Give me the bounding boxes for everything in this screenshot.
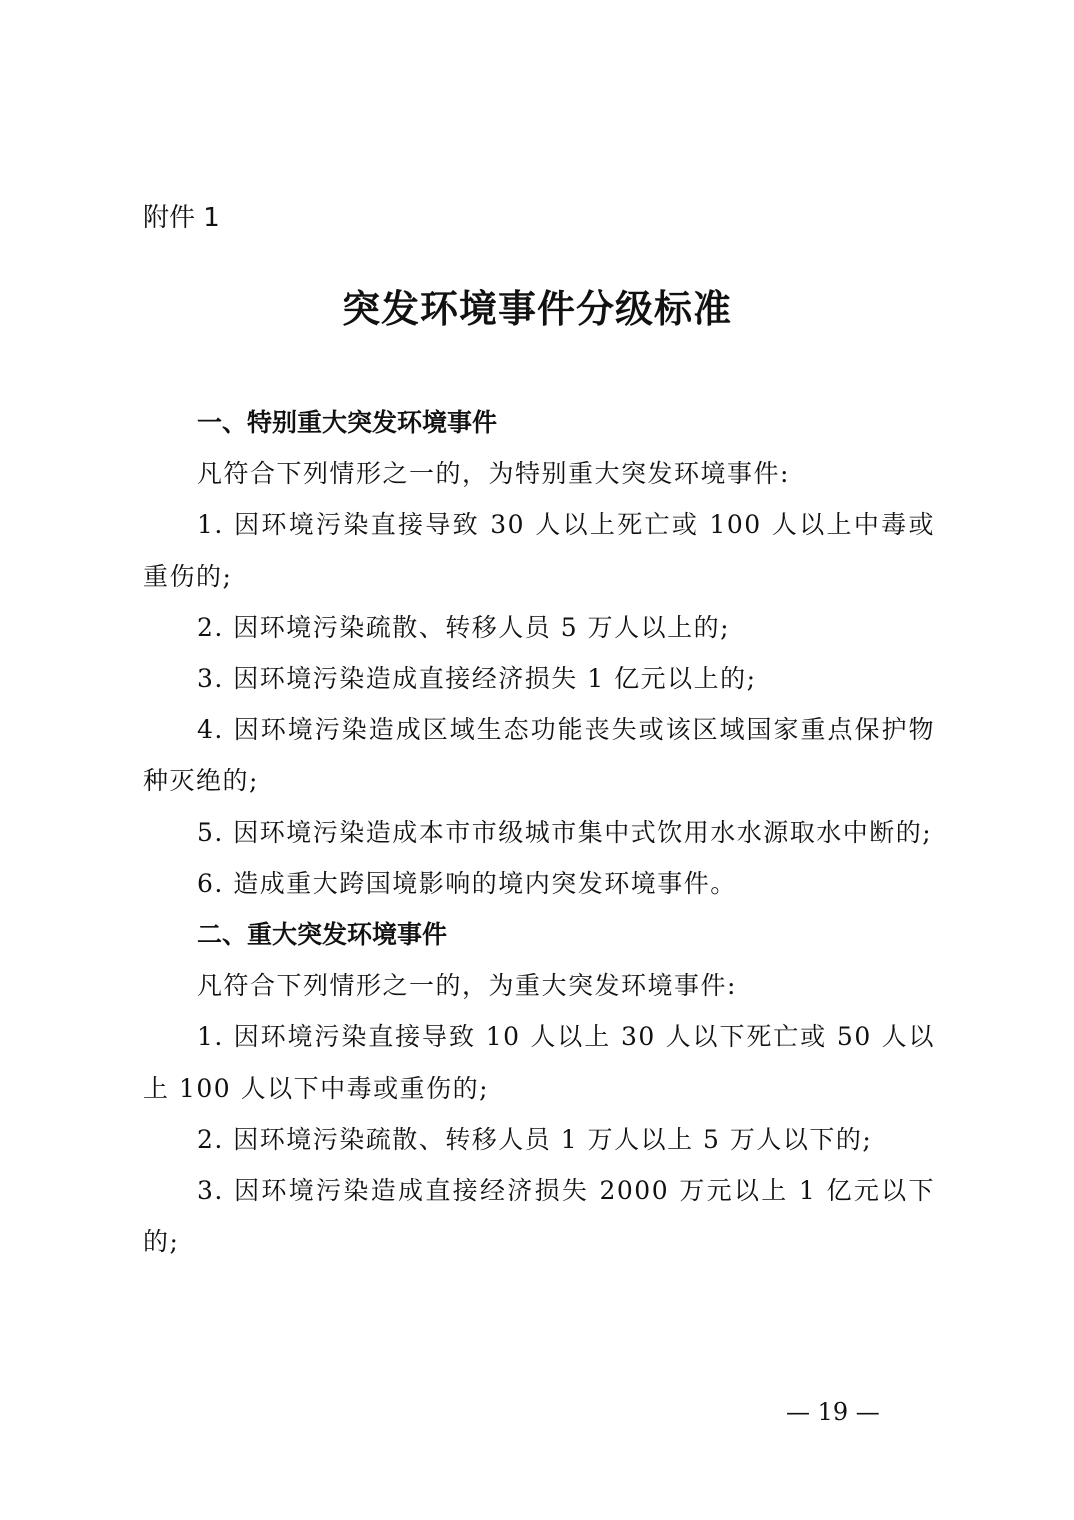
page-number: — 19 — (786, 1398, 880, 1426)
list-item: 6. 造成重大跨国境影响的境内突发环境事件。 (197, 868, 737, 898)
document-body (143, 397, 935, 1267)
section-heading-2: 二、重大突发环境事件 (197, 920, 448, 950)
list-item: 4. 因环境污染造成区域生态功能丧失或该区域国家重点保护物种灭绝的; (143, 715, 935, 796)
section-intro-2: 凡符合下列情形之一的，为重大突发环境事件: (197, 971, 737, 1001)
list-item: 1. 因环境污染直接导致 10 人以上 30 人以下死亡或 50 人以上 100 人以下中毒或重伤的; (143, 1022, 935, 1103)
list-item: 3. 因环境污染造成直接经济损失 2000 万元以上 1 亿元以下的; (143, 1176, 935, 1257)
list-item: 2. 因环境污染疏散、转移人员 5 万人以上的; (197, 612, 731, 642)
list-item: 3. 因环境污染造成直接经济损失 1 亿元以上的; (197, 664, 757, 693)
document-title: 突发环境事件分级标准 (341, 286, 732, 331)
list-item: 1. 因环境污染直接导致 30 人以上死亡或 100 人以上中毒或重伤的; (143, 510, 935, 591)
list-item: 2. 因环境污染疏散、转移人员 1 万人以上 5 万人以下的; (197, 1124, 873, 1154)
section-heading-1: 一、特别重大突发环境事件 (197, 408, 498, 437)
section-intro-1: 凡符合下列情形之一的，为特别重大突发环境事件: (197, 459, 790, 489)
attachment-label: 附件 1 (143, 203, 220, 233)
list-item: 5. 因环境污染造成本市市级城市集中式饮用水水源取水中断的; (197, 817, 933, 847)
